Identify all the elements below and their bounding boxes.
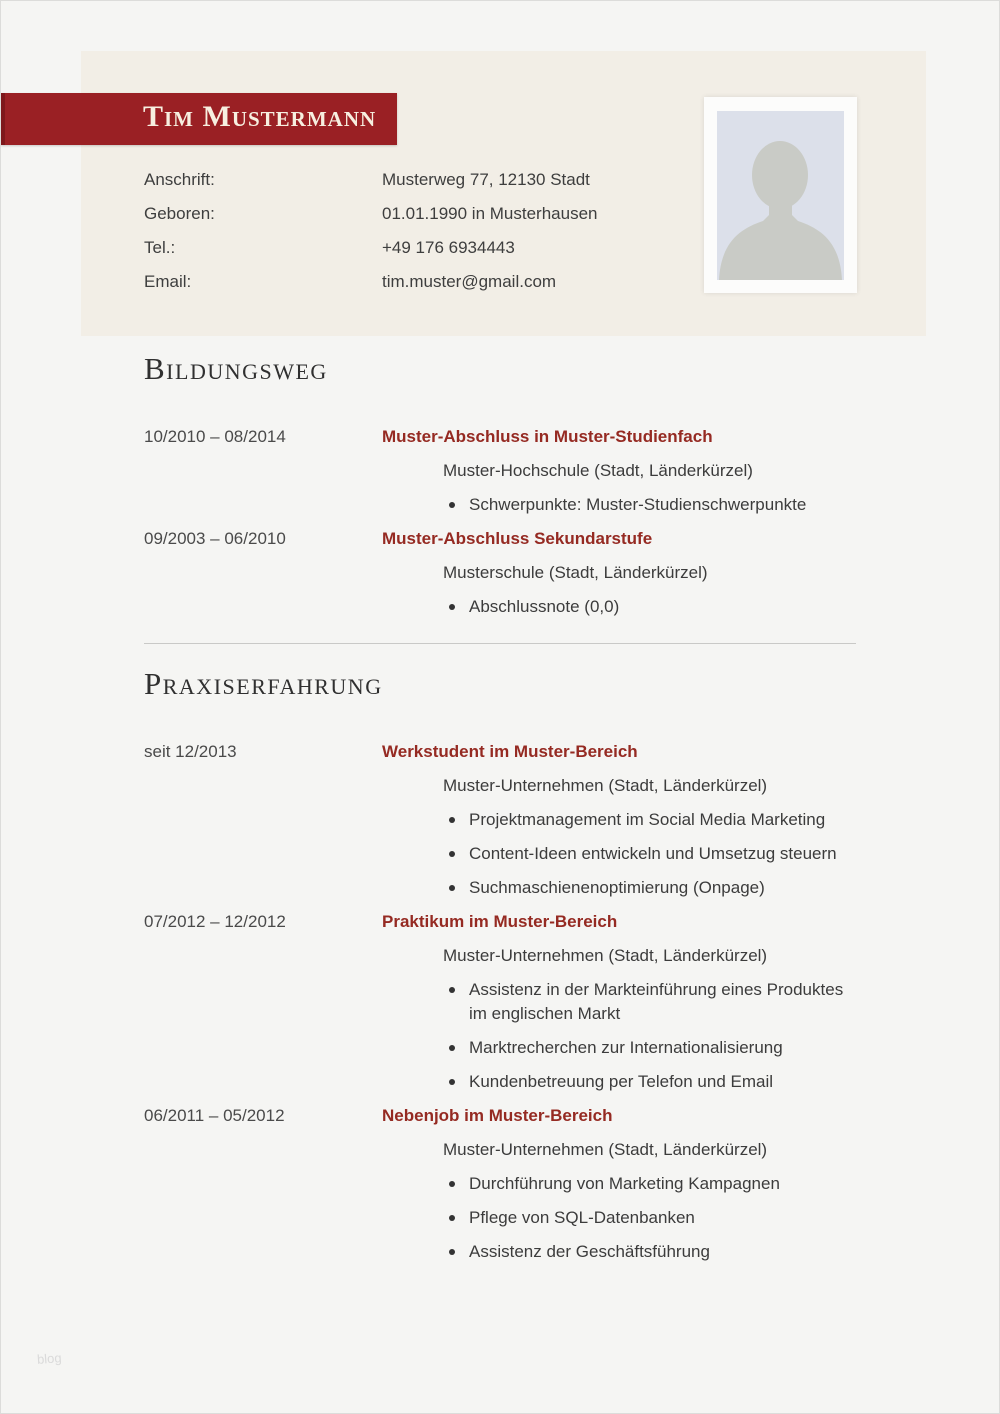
section-divider — [144, 643, 856, 644]
entry-date: 06/2011 – 05/2012 — [144, 1106, 285, 1125]
contact-row — [144, 265, 684, 299]
photo-placeholder — [704, 97, 857, 293]
contact-row — [144, 197, 684, 231]
entry-body — [382, 527, 859, 629]
entry-body — [382, 740, 859, 910]
cv-entry — [144, 740, 859, 910]
cv-entry — [144, 425, 859, 527]
entry-role: Praktikum im Muster-Bereich — [382, 912, 618, 931]
cv-entry — [144, 1104, 859, 1274]
bullet-item: Kundenbetreuung per Telefon und Email — [382, 1070, 859, 1094]
cv-section — [144, 666, 859, 1274]
contact-value-tel: +49 176 6934443 — [382, 238, 515, 257]
contact-label-geboren: Geboren: — [144, 204, 215, 223]
name-banner — [1, 93, 397, 145]
section-entries — [144, 740, 859, 1274]
bullet-item: Suchmaschienenoptimierung (Onpage) — [382, 876, 859, 900]
section-title: Bildungsweg — [144, 351, 328, 386]
section-title: Praxiserfahrung — [144, 666, 383, 701]
entry-role: Werkstudent im Muster-Bereich — [382, 742, 638, 761]
entry-organization: Musterschule (Stadt, Länderkürzel) — [443, 563, 708, 582]
bullet-item: Durchführung von Marketing Kampagnen — [382, 1172, 859, 1196]
entry-date: 10/2010 – 08/2014 — [144, 427, 286, 446]
bullet-item: Projektmanagement im Social Media Marketing — [382, 808, 859, 832]
contact-block — [144, 163, 684, 299]
entry-organization: Muster-Hochschule (Stadt, Länderkürzel) — [443, 461, 753, 480]
watermark: blog — [36, 1350, 63, 1367]
entry-body — [382, 1104, 859, 1274]
entry-body — [382, 910, 859, 1104]
contact-label-tel: Tel.: — [144, 238, 176, 257]
bullet-item: Marktrecherchen zur Internationalisierung — [382, 1036, 859, 1060]
entry-bullets — [382, 595, 859, 619]
cv-section — [144, 351, 859, 629]
contact-value-anschrift: Musterweg 77, 12130 Stadt — [382, 170, 590, 189]
cv-entry — [144, 910, 859, 1104]
bullet-item: Schwerpunkte: Muster-Studienschwerpunkte — [382, 493, 859, 517]
cv-entry — [144, 527, 859, 629]
bullet-item: Assistenz in der Markteinführung eines Produktes im englischen Markt — [382, 978, 859, 1026]
bullet-item: Content-Ideen entwickeln und Umsetzug steuern — [382, 842, 859, 866]
entry-organization: Muster-Unternehmen (Stadt, Länderkürzel) — [443, 1140, 768, 1159]
entry-bullets — [382, 978, 859, 1094]
contact-row — [144, 163, 684, 197]
bullet-item: Abschlussnote (0,0) — [382, 595, 859, 619]
entry-organization: Muster-Unternehmen (Stadt, Länderkürzel) — [443, 946, 768, 965]
entry-role: Nebenjob im Muster-Bereich — [382, 1106, 613, 1125]
entry-role: Muster-Abschluss Sekundarstufe — [382, 529, 653, 548]
section-entries — [144, 425, 859, 629]
bullet-item: Pflege von SQL-Datenbanken — [382, 1206, 859, 1230]
entry-body — [382, 425, 859, 527]
contact-value-email: tim.muster@gmail.com — [382, 272, 557, 291]
entry-role: Muster-Abschluss in Muster-Studienfach — [382, 427, 713, 446]
entry-date: seit 12/2013 — [144, 742, 237, 761]
contact-label-anschrift: Anschrift: — [144, 170, 215, 189]
person-silhouette-icon — [717, 111, 844, 280]
entry-bullets — [382, 808, 859, 900]
contact-label-email: Email: — [144, 272, 192, 291]
cv-main — [144, 351, 859, 1274]
entry-organization: Muster-Unternehmen (Stadt, Länderkürzel) — [443, 776, 768, 795]
contact-row — [144, 231, 684, 265]
entry-bullets — [382, 493, 859, 517]
entry-date: 07/2012 – 12/2012 — [144, 912, 286, 931]
contact-value-geboren: 01.01.1990 in Musterhausen — [382, 204, 598, 223]
entry-date: 09/2003 – 06/2010 — [144, 529, 286, 548]
person-name: Tim Mustermann — [143, 100, 377, 133]
entry-bullets — [382, 1172, 859, 1264]
bullet-item: Assistenz der Geschäftsführung — [382, 1240, 859, 1264]
